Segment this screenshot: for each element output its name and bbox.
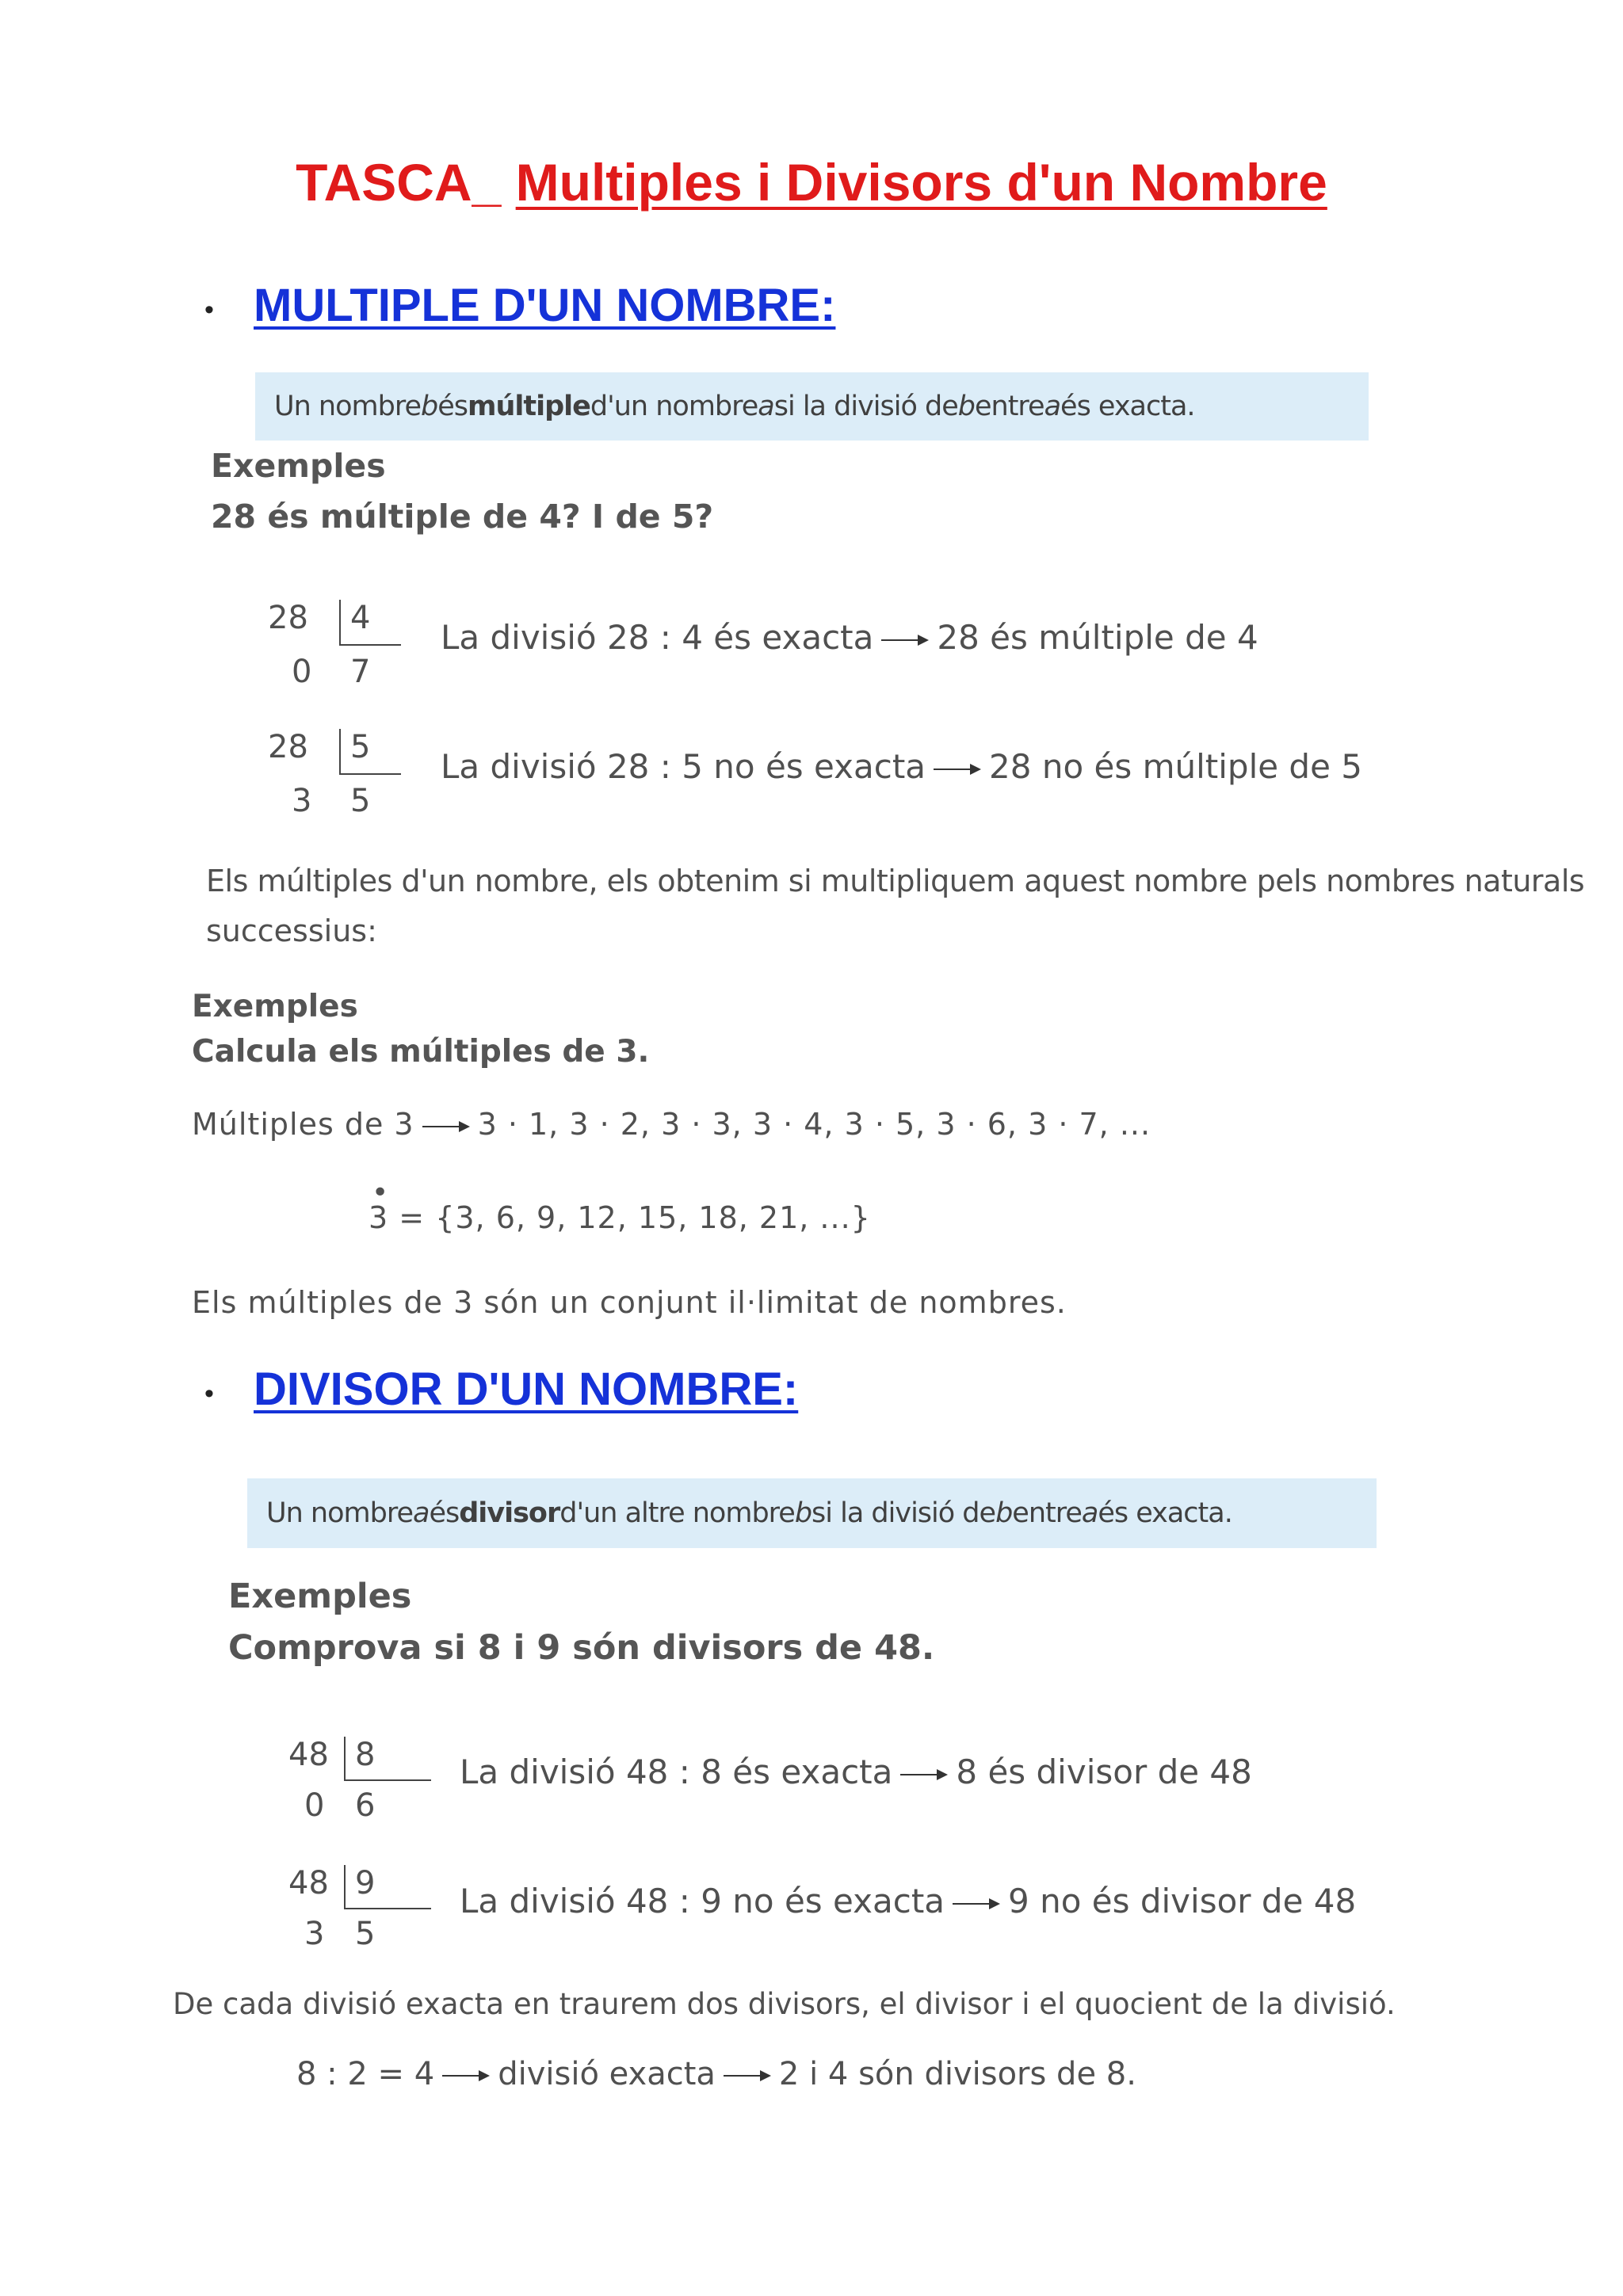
division-explanation [441,747,1362,786]
example-label: Exemples [211,447,386,485]
divisor: 9 [355,1865,376,1901]
arrow-right-icon [953,1896,1000,1912]
title-prefix: TASCA_ [296,153,502,212]
divisor: 8 [355,1737,376,1773]
def-var: b [421,391,438,422]
final-example [296,2056,1136,2092]
division-text: La divisió 28 : 4 és exacta [441,618,874,657]
division-result: 8 és divisor de 48 [956,1753,1252,1791]
example-question: Calcula els múltiples de 3. [192,1034,650,1070]
def-text: d'un nombre [590,391,758,422]
bullet-icon: • [204,1379,214,1409]
multiples-conclusion: Els múltiples de 3 són un conjunt il·limitat de nombres. [192,1285,1067,1320]
remainder: 0 [304,1787,325,1824]
def-var: a [1044,391,1061,422]
quotient: 6 [355,1787,376,1824]
arrow-right-icon [900,1767,948,1783]
section-heading-multiple: MULTIPLE D'UN NOMBRE: [254,280,836,331]
multiples-products: 3 · 1, 3 · 2, 3 · 3, 3 · 4, 3 · 5, 3 · 6, 3 · 7, ... [477,1107,1151,1142]
quotient: 5 [350,783,371,819]
multiples-list [192,1107,1151,1142]
definition-box-divisor [247,1478,1377,1548]
division-diagram [288,1735,423,1830]
final-result: 2 i 4 són divisors de 8. [778,2056,1136,2092]
page-title [0,152,1623,212]
def-text: Un nombre [274,391,421,422]
remainder: 3 [292,783,312,819]
title-main: Multiples i Divisors d'un Nombre [515,153,1327,212]
example-label: Exemples [228,1577,412,1616]
set-values: = {3, 6, 9, 12, 15, 18, 21, ...} [399,1200,871,1235]
arrow-right-icon [934,761,981,777]
paragraph-divisors: De cada divisió exacta en traurem dos divisors, el divisor i el quocient de la divisió. [173,1987,1396,2021]
division-explanation [460,1753,1252,1791]
def-var: b [957,391,975,422]
arrow-right-icon [442,2068,490,2084]
def-var: b [995,1497,1013,1529]
quotient: 7 [350,654,371,690]
set-number: 3 [369,1200,389,1235]
division-result: 28 no és múltiple de 5 [989,747,1363,786]
paragraph-multiples: Els múltiples d'un nombre, els obtenim si multipliquem aquest nombre pels nombres naturals [206,864,1585,898]
def-keyword: divisor [459,1497,560,1529]
def-keyword: múltiple [468,391,590,422]
multiples-set [369,1177,871,1235]
remainder: 0 [292,654,312,690]
division-text: La divisió 48 : 9 no és exacta [460,1882,945,1920]
divisor: 5 [350,729,371,765]
def-var: b [794,1497,812,1529]
def-text: és [437,391,468,422]
multiples-label: Múltiples de 3 [192,1107,414,1142]
set-symbol [369,1177,390,1235]
paragraph-multiples-cont: successius: [206,913,377,948]
final-equation: 8 : 2 = 4 [296,2056,435,2092]
example-label: Exemples [192,989,358,1024]
division-text: La divisió 28 : 5 no és exacta [441,747,926,786]
quotient: 5 [355,1916,376,1952]
dividend: 48 [288,1737,329,1773]
division-diagram [268,727,403,822]
section-heading-divisor: DIVISOR D'UN NOMBRE: [254,1363,799,1415]
def-var: a [1081,1497,1098,1529]
division-diagram [268,598,403,693]
division-result: 9 no és divisor de 48 [1008,1882,1357,1920]
def-text: entre [1012,1497,1082,1529]
definition-box-multiple [255,372,1369,441]
bullet-icon: • [204,295,214,325]
def-text: és exacta. [1098,1497,1232,1529]
dividend: 48 [288,1865,329,1901]
remainder: 3 [304,1916,325,1952]
final-status: divisió exacta [498,2056,716,2092]
divisor: 4 [350,600,371,636]
division-text: La divisió 48 : 8 és exacta [460,1753,893,1791]
dividend: 28 [268,600,308,636]
division-explanation [460,1882,1356,1920]
def-text: Un nombre [266,1497,413,1529]
division-explanation [441,618,1258,657]
division-result: 28 és múltiple de 4 [937,618,1258,657]
def-var: a [413,1497,430,1529]
example-question: 28 és múltiple de 4? I de 5? [211,498,714,536]
def-text: entre [974,391,1044,422]
set-dot-icon: • [372,1177,390,1209]
arrow-right-icon [881,632,929,648]
def-text: si la divisió de [812,1497,996,1529]
dividend: 28 [268,729,308,765]
division-diagram [288,1863,423,1958]
example-question: Comprova si 8 i 9 són divisors de 48. [228,1628,935,1668]
def-text: és [429,1497,460,1529]
def-text: és exacta. [1060,391,1195,422]
def-text: si la divisió de [773,391,958,422]
arrow-right-icon [422,1119,470,1135]
def-text: d'un altre nombre [559,1497,795,1529]
def-var: a [758,391,774,422]
arrow-right-icon [724,2068,771,2084]
